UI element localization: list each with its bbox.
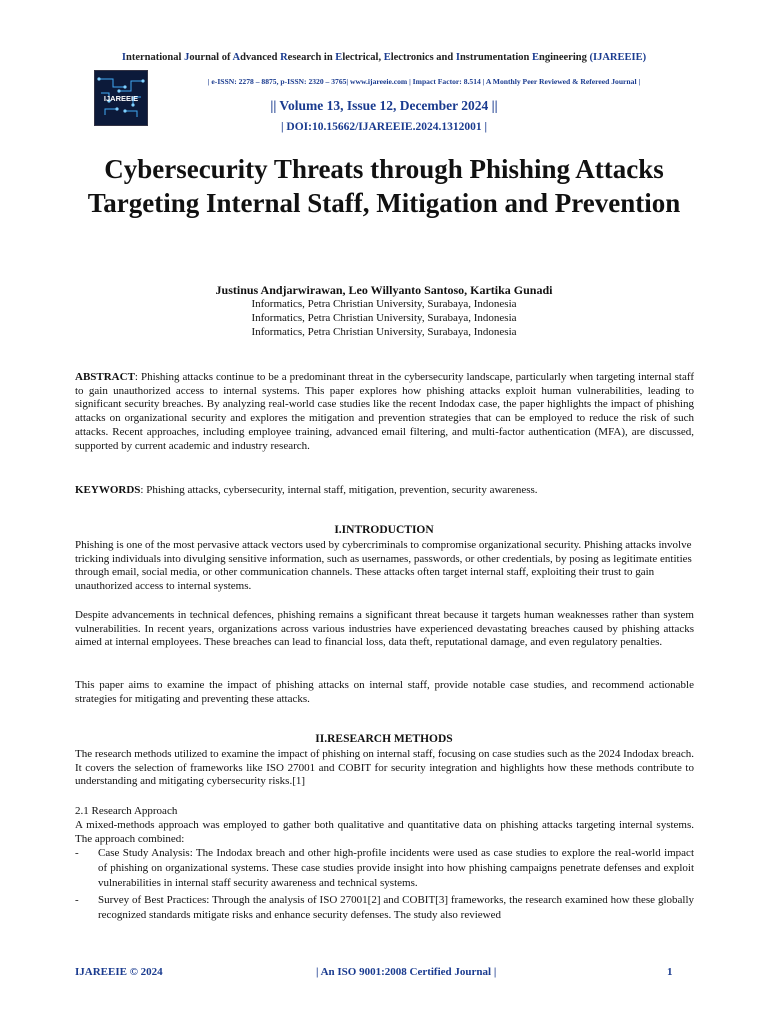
circuit-logo-icon [95,71,147,125]
abstract-label: ABSTRACT [75,371,135,383]
abstract [75,371,694,453]
journal-name-part: (IJAREEIE) [589,52,647,63]
list-item [75,846,694,892]
list-dash: - [75,894,79,906]
list-item [75,893,694,923]
paper-title: Cybersecurity Threats through Phishing Attacks Targeting Internal Staff, Mitigation and Prevention [87,154,681,218]
volume-line: || Volume 13, Issue 12, December 2024 || [270,98,498,113]
intro-paragraph-1: Phishing is one of the most pervasive attack vectors used by cybercriminals to compromise organizational security. Phishing attacks involve tricking individuals into divulging sensitive information, such as usernames, passwords, or other credentials, by posing as legitimate entities through email, social media, or other communication channels. These attacks often target internal staff, exploiting their trust to gain unauthorized access to internal systems. [75,539,692,593]
journal-name-part: lectrical, [342,52,384,63]
journal-name-part: I [455,52,460,63]
methods-paragraph-1: The research methods utilized to examine the impact of phishing on internal staff, focusing on case studies such as the 2024 Indodax breach. It covers the selection of frameworks like ISO 27001 and COBIT for security integration and highlights how these methods contribute to understanding and mitigating cybersecurity risks.[1] [75,748,694,788]
journal-name-part: J [184,52,190,63]
footer-copyright: IJAREEIE © 2024 [75,966,163,978]
journal-logo [94,70,148,126]
page-number: 1 [667,966,673,978]
journal-name-part: lectronics and [390,52,456,63]
intro-paragraph-2: Despite advancements in technical defences, phishing remains a significant threat because it targets human weaknesses rather than system vulnerabilities. In recent years, organizations across various industries have experienced devastating breaches caused by phishing attacks aimed at internal employees. These breaches can lead to financial loss, data theft, reputational damage, and even regulatory penalties. [75,609,694,649]
affiliations [0,298,768,339]
footer-certification: | An ISO 9001:2008 Certified Journal | [316,966,497,978]
keywords-label: KEYWORDS [75,484,141,496]
journal-name-part: R [280,52,288,63]
journal-name-part: ngineering [539,52,590,63]
list-dash: - [75,847,79,859]
issn-line: | e-ISSN: 2278 – 8875, p-ISSN: 2320 – 3765| www.ijareeie.com | Impact Factor: 8.514 | A Monthly Peer Reviewed & Refereed Journal | [207,77,641,86]
journal-name-part: E [335,52,343,63]
journal-name-part: A [232,52,241,63]
abstract-text: : Phishing attacks continue to be a predominant threat in the cybersecurity landscape, particularly when targeting internal staff to gain unauthorized access to internal systems. This paper explores how phishing attacks exploit human vulnerabilities, leading to significant security breaches. By analyzing real-world case studies like the recent Indodax case, the paper highlights the impact of phishing attacks on organizational security and explores the mitigation and prevention strategies that can be employed to reduce the risk of such attacks. Recent approaches, including employee training, advanced email filtering, and multi-factor authentication (MFA), are discussed, supported by current academic and industry research. [75,371,694,452]
logo-text: IJAREEIE [103,94,139,103]
journal-name-part: esearch in [287,52,336,63]
methods-paragraph-2: A mixed-methods approach was employed to gather both qualitative and quantitative data on phishing attacks targeting internal systems. The approach combined: [75,819,694,845]
journal-name [0,52,768,63]
keywords [75,484,694,498]
journal-name-part: dvanced [240,52,281,63]
doi-line: | DOI:10.15662/IJAREEIE.2024.1312001 | [280,121,487,133]
journal-name-part: E [532,52,540,63]
journal-name-part: nternational [126,52,185,63]
affiliation-3: Informatics, Petra Christian University, Surabaya, Indonesia [251,325,517,338]
list-item-text: Survey of Best Practices: Through the analysis of ISO 27001[2] and COBIT[3] frameworks, the research examined how these globally recognized standards mitigate risks and enhance security defenses. The study also reviewed [98,894,694,922]
keywords-text: : Phishing attacks, cybersecurity, internal staff, mitigation, prevention, security awareness. [140,484,538,496]
journal-name-part: nstrumentation [459,52,532,63]
journal-name-part: ournal of [189,52,233,63]
intro-paragraph-3: This paper aims to examine the impact of phishing attacks on internal staff, provide notable case studies, and recommend actionable strategies for mitigating and preventing these attacks. [75,679,694,705]
page-footer [0,966,768,982]
affiliation-1: Informatics, Petra Christian University, Surabaya, Indonesia [251,298,517,310]
journal-name-part: E [383,52,391,63]
affiliation-2: Informatics, Petra Christian University, Surabaya, Indonesia [251,311,517,324]
list-item-text: Case Study Analysis: The Indodax breach and other high-profile incidents were used as case studies to explore the real-world impact of phishing on organizational systems. These case studies provide insight into how phishing campaigns penetrate defenses and exploit vulnerabilities in internal staff security awareness and technical systems. [98,847,694,890]
methods-heading: II.RESEARCH METHODS [315,733,453,745]
research-approach-subheading: 2.1 Research Approach [75,805,178,817]
introduction-heading: I.INTRODUCTION [334,524,434,536]
journal-name-part: I [121,52,127,63]
author-list: Justinus Andjarwirawan, Leo Willyanto Santoso, Kartika Gunadi [215,283,553,297]
